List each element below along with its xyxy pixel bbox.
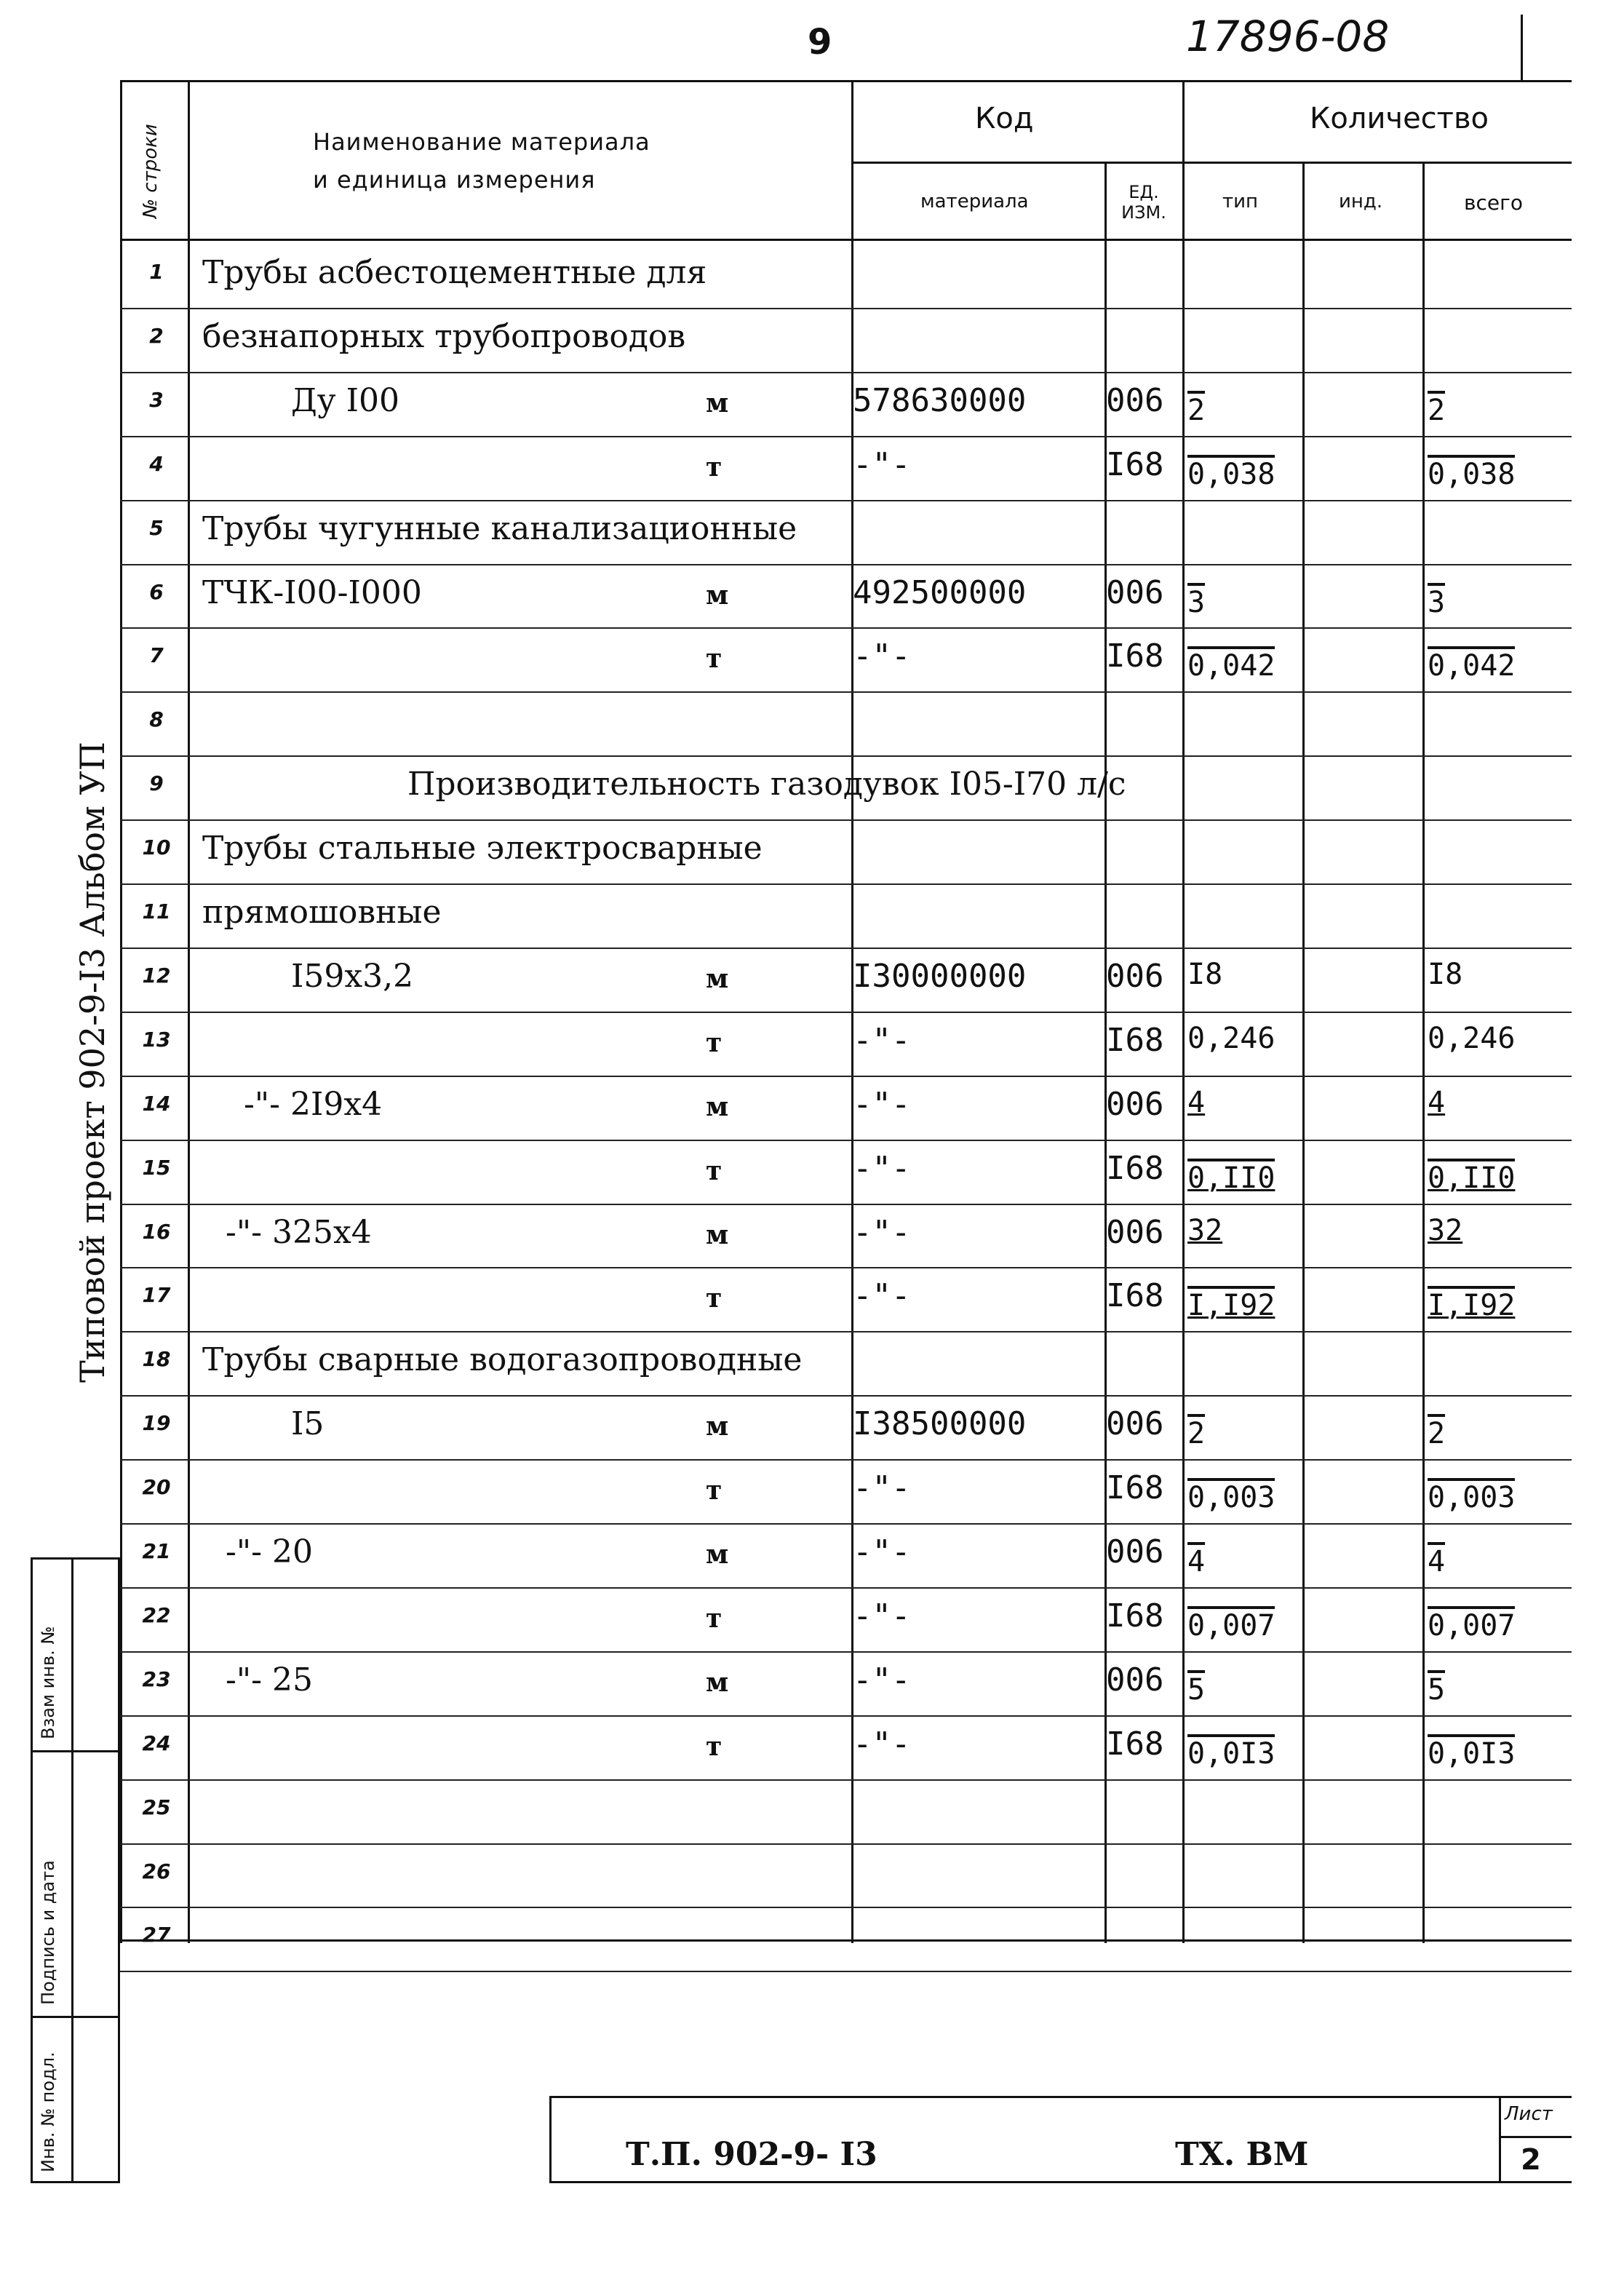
row-divider	[120, 1651, 1572, 1653]
header-name-line2: и единица измерения	[313, 166, 596, 194]
header-total: всего	[1464, 191, 1523, 215]
row-divider	[120, 948, 1572, 949]
row-qty-type: 5	[1187, 1670, 1205, 1707]
row-divider	[120, 1587, 1572, 1589]
row-name: -"- 20	[226, 1533, 313, 1570]
row-unit-code: I68	[1106, 1469, 1164, 1506]
row-unit: м	[706, 580, 729, 611]
row-divider	[120, 308, 1572, 309]
row-number: 10	[142, 835, 171, 859]
row-material-code: -"-	[853, 446, 911, 483]
stamp-inv: Инв. № подл.	[38, 2051, 58, 2172]
row-unit: м	[706, 1092, 729, 1122]
row-name: Ду I00	[291, 382, 400, 419]
row-divider	[120, 500, 1572, 501]
row-name: Трубы сварные водогазопроводные	[202, 1341, 803, 1378]
title-project: Т.П. 902-9- I3	[626, 2136, 877, 2173]
row-number: 6	[149, 580, 164, 604]
row-divider	[120, 564, 1572, 565]
row-name: -"- 25	[226, 1661, 313, 1699]
row-qty-type: 32	[1187, 1214, 1223, 1247]
row-divider	[120, 1395, 1572, 1397]
row-qty-total: 2	[1428, 391, 1445, 427]
row-unit: т	[706, 1028, 723, 1058]
row-material-code: -"-	[853, 1086, 911, 1123]
row-material-code: -"-	[853, 1725, 911, 1763]
row-divider	[120, 755, 1572, 757]
row-qty-total: 4	[1428, 1542, 1445, 1578]
row-number: 5	[149, 516, 164, 540]
row-material-code: I30000000	[853, 958, 1027, 995]
row-unit: м	[706, 388, 729, 418]
row-qty-type: 0,007	[1187, 1606, 1275, 1643]
row-unit-code: I68	[1106, 1597, 1164, 1635]
header-ind: инд.	[1339, 191, 1383, 212]
row-name: Трубы стальные электросварные	[202, 830, 763, 867]
row-qty-type: 0,038	[1187, 455, 1275, 491]
document-number: 17896-08	[1186, 12, 1390, 61]
row-qty-type: 0,II0	[1187, 1159, 1275, 1195]
row-qty-total: 5	[1428, 1670, 1445, 1707]
row-number: 11	[142, 899, 171, 924]
row-unit-code: 006	[1106, 1405, 1164, 1442]
row-unit: т	[706, 1603, 723, 1634]
row-unit-code: 006	[1106, 1086, 1164, 1123]
sheet-label: Лист	[1505, 2103, 1553, 2125]
row-unit-code: 006	[1106, 1214, 1164, 1251]
header-material: материала	[920, 191, 1029, 212]
row-number: 12	[142, 964, 171, 988]
row-material-code: -"-	[853, 1214, 911, 1251]
row-unit: м	[706, 1411, 729, 1442]
header-type: тип	[1222, 191, 1259, 212]
row-material-code: -"-	[853, 1022, 911, 1059]
row-divider	[120, 1204, 1572, 1205]
row-unit: м	[706, 1220, 729, 1250]
row-qty-type: 2	[1187, 391, 1205, 427]
row-unit: т	[706, 643, 723, 674]
row-qty-total: 4	[1428, 1086, 1446, 1119]
row-divider	[120, 1076, 1572, 1077]
row-divider	[120, 372, 1572, 373]
row-unit: м	[706, 1539, 729, 1570]
row-unit: т	[706, 452, 723, 482]
row-unit: м	[706, 964, 729, 994]
stamp-podpis: Подпись и дата	[38, 1860, 58, 2005]
row-unit: т	[706, 1731, 723, 1762]
row-unit-code: I68	[1106, 446, 1164, 483]
title-mark: ТХ. ВМ	[1175, 2136, 1309, 2173]
row-unit: м	[706, 1667, 729, 1698]
row-divider	[120, 1012, 1572, 1013]
row-material-code: 492500000	[853, 574, 1027, 611]
header-name-line1: Наименование материала	[313, 128, 650, 156]
row-qty-total: 0,038	[1428, 455, 1515, 491]
row-unit-code: 006	[1106, 574, 1164, 611]
row-divider	[120, 1140, 1572, 1141]
row-qty-total: 2	[1428, 1414, 1445, 1450]
row-unit-code: 006	[1106, 382, 1164, 419]
row-number: 22	[142, 1603, 171, 1627]
row-material-code: -"-	[853, 637, 911, 675]
header-code: Код	[975, 102, 1034, 135]
row-number: 20	[142, 1475, 171, 1499]
row-unit-code: I68	[1106, 1277, 1164, 1314]
row-divider	[120, 627, 1572, 629]
row-number: 9	[149, 771, 164, 795]
row-name: -"- 325x4	[226, 1214, 372, 1251]
row-qty-type: 3	[1187, 583, 1205, 619]
stamp-vzam: Взам инв. №	[38, 1626, 58, 1739]
row-qty-type: 4	[1187, 1086, 1206, 1119]
top-right-mark	[1521, 15, 1523, 80]
row-divider	[120, 1459, 1572, 1461]
header-quantity: Количество	[1310, 102, 1489, 135]
row-name: I59x3,2	[291, 958, 414, 995]
row-divider	[120, 1907, 1572, 1908]
row-number: 3	[149, 388, 164, 412]
row-number: 25	[142, 1795, 171, 1819]
row-number: 24	[142, 1731, 171, 1755]
row-unit-code: I68	[1106, 1150, 1164, 1187]
row-qty-type: 4	[1187, 1542, 1205, 1578]
row-unit-code: 006	[1106, 958, 1164, 995]
row-divider	[120, 1971, 1572, 1972]
row-qty-type: I,I92	[1187, 1286, 1275, 1322]
row-number: 15	[142, 1156, 171, 1180]
row-number: 16	[142, 1220, 171, 1244]
row-qty-type: 0,042	[1187, 646, 1275, 683]
row-material-code: 578630000	[853, 382, 1027, 419]
row-number: 1	[149, 260, 164, 284]
row-number: 21	[142, 1539, 171, 1563]
row-material-code: I38500000	[853, 1405, 1027, 1442]
row-name: ТЧК-I00-I000	[202, 574, 422, 611]
row-number: 18	[142, 1347, 171, 1371]
row-unit-code: 006	[1106, 1533, 1164, 1570]
row-qty-total: 32	[1428, 1214, 1463, 1247]
sheet-number: 2	[1521, 2143, 1541, 2177]
row-number: 17	[142, 1283, 171, 1307]
row-name: прямошовные	[202, 894, 442, 931]
row-number: 7	[149, 643, 164, 667]
row-material-code: -"-	[853, 1150, 911, 1187]
row-divider	[120, 1331, 1572, 1332]
row-divider	[120, 436, 1572, 437]
row-qty-total: 0,II0	[1428, 1159, 1515, 1195]
row-number: 13	[142, 1028, 171, 1052]
row-qty-total: 0,007	[1428, 1606, 1515, 1643]
row-qty-total: I,I92	[1428, 1286, 1515, 1322]
row-unit: т	[706, 1475, 723, 1506]
row-divider	[120, 1715, 1572, 1717]
row-number: 26	[142, 1859, 171, 1883]
page-number: 9	[808, 22, 832, 63]
row-number: 14	[142, 1092, 171, 1116]
row-number: 8	[149, 707, 164, 731]
row-name: -"- 2I9x4	[244, 1086, 383, 1123]
row-name: Производительность газодувок I05-I70 л/с	[407, 766, 1126, 803]
row-unit-code: I68	[1106, 637, 1164, 675]
header-row-number: № строки	[140, 124, 162, 218]
row-qty-type: 2	[1187, 1414, 1205, 1450]
row-qty-type: 0,003	[1187, 1478, 1275, 1514]
row-divider	[120, 691, 1572, 693]
row-unit: т	[706, 1283, 723, 1314]
row-unit-code: I68	[1106, 1022, 1164, 1059]
row-unit-code: 006	[1106, 1661, 1164, 1699]
row-number: 2	[149, 324, 164, 348]
row-unit-code: I68	[1106, 1725, 1164, 1763]
row-qty-total: 0,246	[1428, 1022, 1516, 1055]
row-divider	[120, 1523, 1572, 1525]
row-material-code: -"-	[853, 1469, 911, 1506]
row-qty-total: 0,003	[1428, 1478, 1515, 1514]
side-title: Типовой проект 902-9-I3 Альбом УП	[73, 742, 112, 1383]
row-number: 27	[142, 1923, 171, 1947]
header-unit: ЕД. ИЗМ.	[1121, 182, 1166, 223]
row-name: Трубы чугунные канализационные	[202, 510, 797, 547]
row-unit: т	[706, 1156, 723, 1186]
row-qty-total: 3	[1428, 583, 1445, 619]
row-qty-total: I8	[1428, 958, 1463, 991]
row-name: безнапорных трубопроводов	[202, 318, 686, 355]
row-number: 19	[142, 1411, 171, 1435]
row-material-code: -"-	[853, 1661, 911, 1699]
row-qty-type: I8	[1187, 958, 1223, 991]
row-divider	[120, 1779, 1572, 1781]
row-qty-total: 0,0I3	[1428, 1734, 1515, 1771]
row-qty-type: 0,246	[1187, 1022, 1275, 1055]
row-number: 4	[149, 452, 164, 476]
row-name: I5	[291, 1405, 325, 1442]
row-number: 23	[142, 1667, 171, 1691]
row-material-code: -"-	[853, 1533, 911, 1570]
row-material-code: -"-	[853, 1277, 911, 1314]
row-divider	[120, 1843, 1572, 1845]
row-qty-total: 0,042	[1428, 646, 1515, 683]
row-material-code: -"-	[853, 1597, 911, 1635]
row-divider	[120, 1267, 1572, 1268]
row-divider	[120, 883, 1572, 885]
row-name: Трубы асбестоцементные для	[202, 254, 707, 291]
row-divider	[120, 819, 1572, 821]
row-qty-type: 0,0I3	[1187, 1734, 1275, 1771]
